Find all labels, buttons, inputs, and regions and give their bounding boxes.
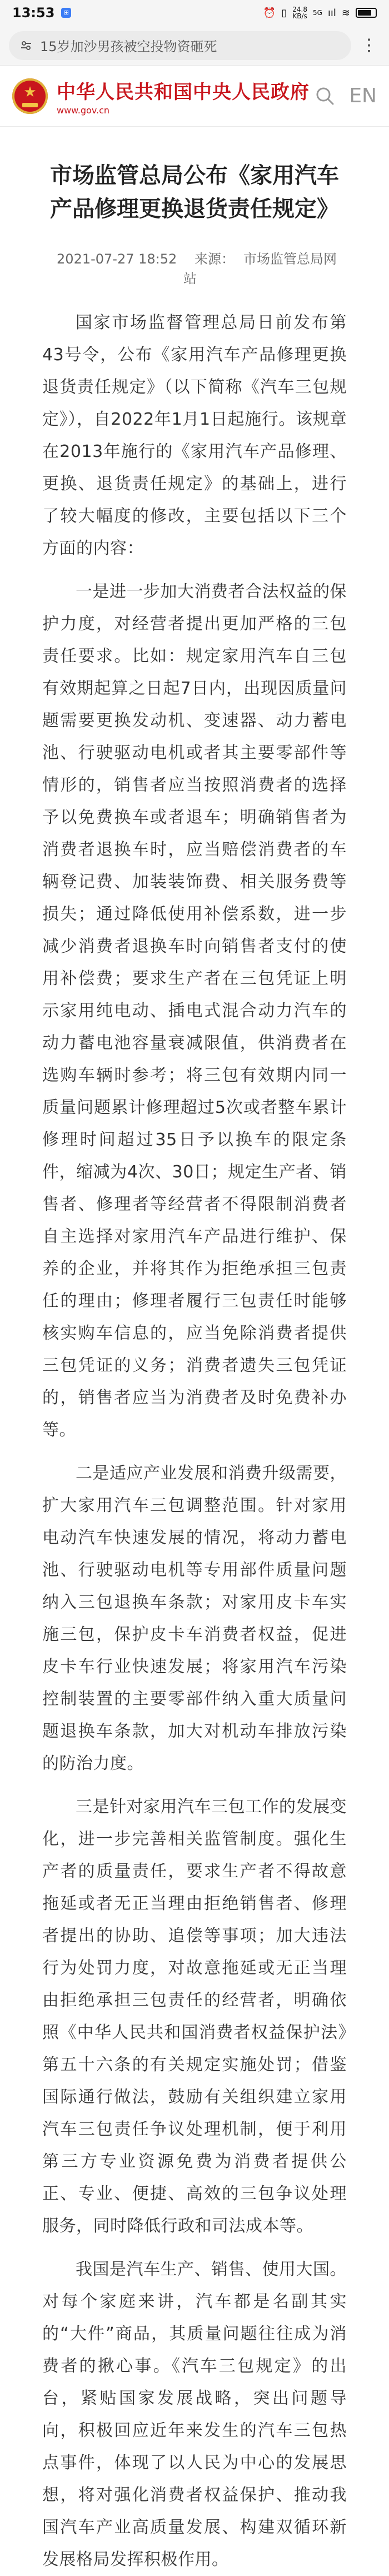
more-menu-icon[interactable]: ⋮ xyxy=(361,35,377,55)
site-header xyxy=(0,66,389,127)
site-info-icon[interactable] xyxy=(20,39,32,52)
network-type: 5G xyxy=(312,9,322,17)
article-paragraph: 二是适应产业发展和消费升级需要，扩大家用汽车三包调整范围。针对家用电动汽车快速发展的情况，将动力蓄电池、行驶驱动电机等专用部件质量问题纳入三包退换车条款；对家用皮卡车实施三包，保护皮卡车消费者权益，促进皮卡车行业快速发展；将家用汽车污染控制装置的主要零部件纳入重大质量问题退换车条款，加大对机动车排放污染的防治力度。 xyxy=(42,1464,347,1773)
status-icons xyxy=(263,6,377,19)
wifi-icon: ≋ xyxy=(341,7,350,19)
article-paragraph: 一是进一步加大消费者合法权益的保护力度，对经营者提出更加严格的三包责任要求。比如：规定家用汽车自三包有效期起算之日起7日内，出现因质量问题需要更换发动机、变速器、动力蓄电池、行驶驱动电机或者其主要零部件等情形的，销售者应当按照消费者的选择予以免费换车或者退车；明确销售者为消费者退换车时，应当赔偿消费者的车辆登记费、加装装饰费、相关服务费等损失；通过降低使用补偿系数，进一步减少消费者退换车时向销售者支付的使用补偿费；要求生产者在三包凭证上明示家用纯电动、插电式混合动力汽车的动力蓄电池容量衰减限值，供消费者在选购车辆时参考；将三包有效期内同一质量问题累计修理超过5次或者整车累计修理时间超过35日予以换车的限定条件，缩减为4次、30日；规定生产者、销售者、修理者等经营者不得限制消费者自主选择对家用汽车产品进行维护、保养的企业，并将其作为拒绝承担三包责任的理由；修理者履行三包责任时能够核实购车信息的，应当免除消费者提供三包凭证的义务；消费者遗失三包凭证的，销售者应当为消费者及时免费补办等。 xyxy=(42,582,347,1440)
language-switch-button[interactable]: EN xyxy=(349,84,377,107)
article-date: 2021-07-27 18:52 xyxy=(57,251,177,267)
app-notification-icon: ⊞ xyxy=(61,8,71,18)
site-title-block[interactable] xyxy=(57,77,310,116)
site-domain: www.gov.cn xyxy=(57,105,110,116)
article-title: 市场监管总局公布《家用汽车产品修理更换退货责任规定》 xyxy=(50,163,339,222)
header-tools xyxy=(316,84,377,107)
status-time: 13:53 xyxy=(12,5,55,21)
article-paragraph: 国家市场监督管理总局日前发布第43号令，公布《家用汽车产品修理更换退货责任规定》（以下简称《汽车三包规定》），自2022年1月1日起施行。该规章在2013年施行的《家用汽车产品修理、更换、退货责任规定》的基础上，进行了较大幅度的修改，主要包括以下三个方面的内容： xyxy=(42,313,347,558)
article xyxy=(0,159,389,2576)
alarm-icon: ⏰ xyxy=(263,7,276,19)
network-speed xyxy=(292,6,307,19)
search-icon[interactable] xyxy=(316,87,335,106)
article-source: 市场监管总局网站 xyxy=(183,251,337,286)
battery-icon xyxy=(356,8,377,18)
vibrate-icon: ▯ xyxy=(281,7,287,19)
signal-icon: ııl xyxy=(327,7,336,19)
status-bar xyxy=(0,0,389,26)
site-title[interactable]: 中华人民共和国中央人民政府 xyxy=(57,81,310,103)
network-speed-unit: KB/s xyxy=(292,12,307,20)
article-meta xyxy=(42,248,347,287)
browser-toolbar xyxy=(0,26,389,66)
article-paragraph: 三是针对家用汽车三包工作的发展变化，进一步完善相关监管制度。强化生产者的质量责任，要求生产者不得故意拖延或者无正当理由拒绝销售者、修理者提出的协助、追偿等事项；加大违法行为处罚力度，对故意拖延或无正当理由拒绝承担三包责任的经营者，明确依照《中华人民共和国消费者权益保护法》第五十六条的有关规定实施处罚；借鉴国际通行做法，鼓励有关组织建立家用汽车三包责任争议处理机制，便于利用第三方专业资源免费为消费者提供公正、专业、便捷、高效的三包争议处理服务，同时降低行政和司法成本等。 xyxy=(42,1797,347,2236)
national-emblem-logo[interactable] xyxy=(12,78,48,114)
article-source-label: 来源： xyxy=(194,251,235,267)
network-speed-value: 24.8 xyxy=(292,6,307,13)
address-bar[interactable] xyxy=(9,31,351,60)
address-text[interactable]: 15岁加沙男孩被空投物资砸死 xyxy=(40,39,217,54)
article-paragraph: 我国是汽车生产、销售、使用大国。对每个家庭来讲，汽车都是名副其实的“大件”商品，其质量问题往往成为消费者的揪心事。《汽车三包规定》的出台，紧贴国家发展战略，突出问题导向，积极回应近年来发生的汽车三包热点事件，体现了以人民为中心的发展思想，将对强化消费者权益保护、推动我国汽车产业高质量发展、构建双循环新发展格局发挥积极作用。 xyxy=(42,2260,347,2569)
